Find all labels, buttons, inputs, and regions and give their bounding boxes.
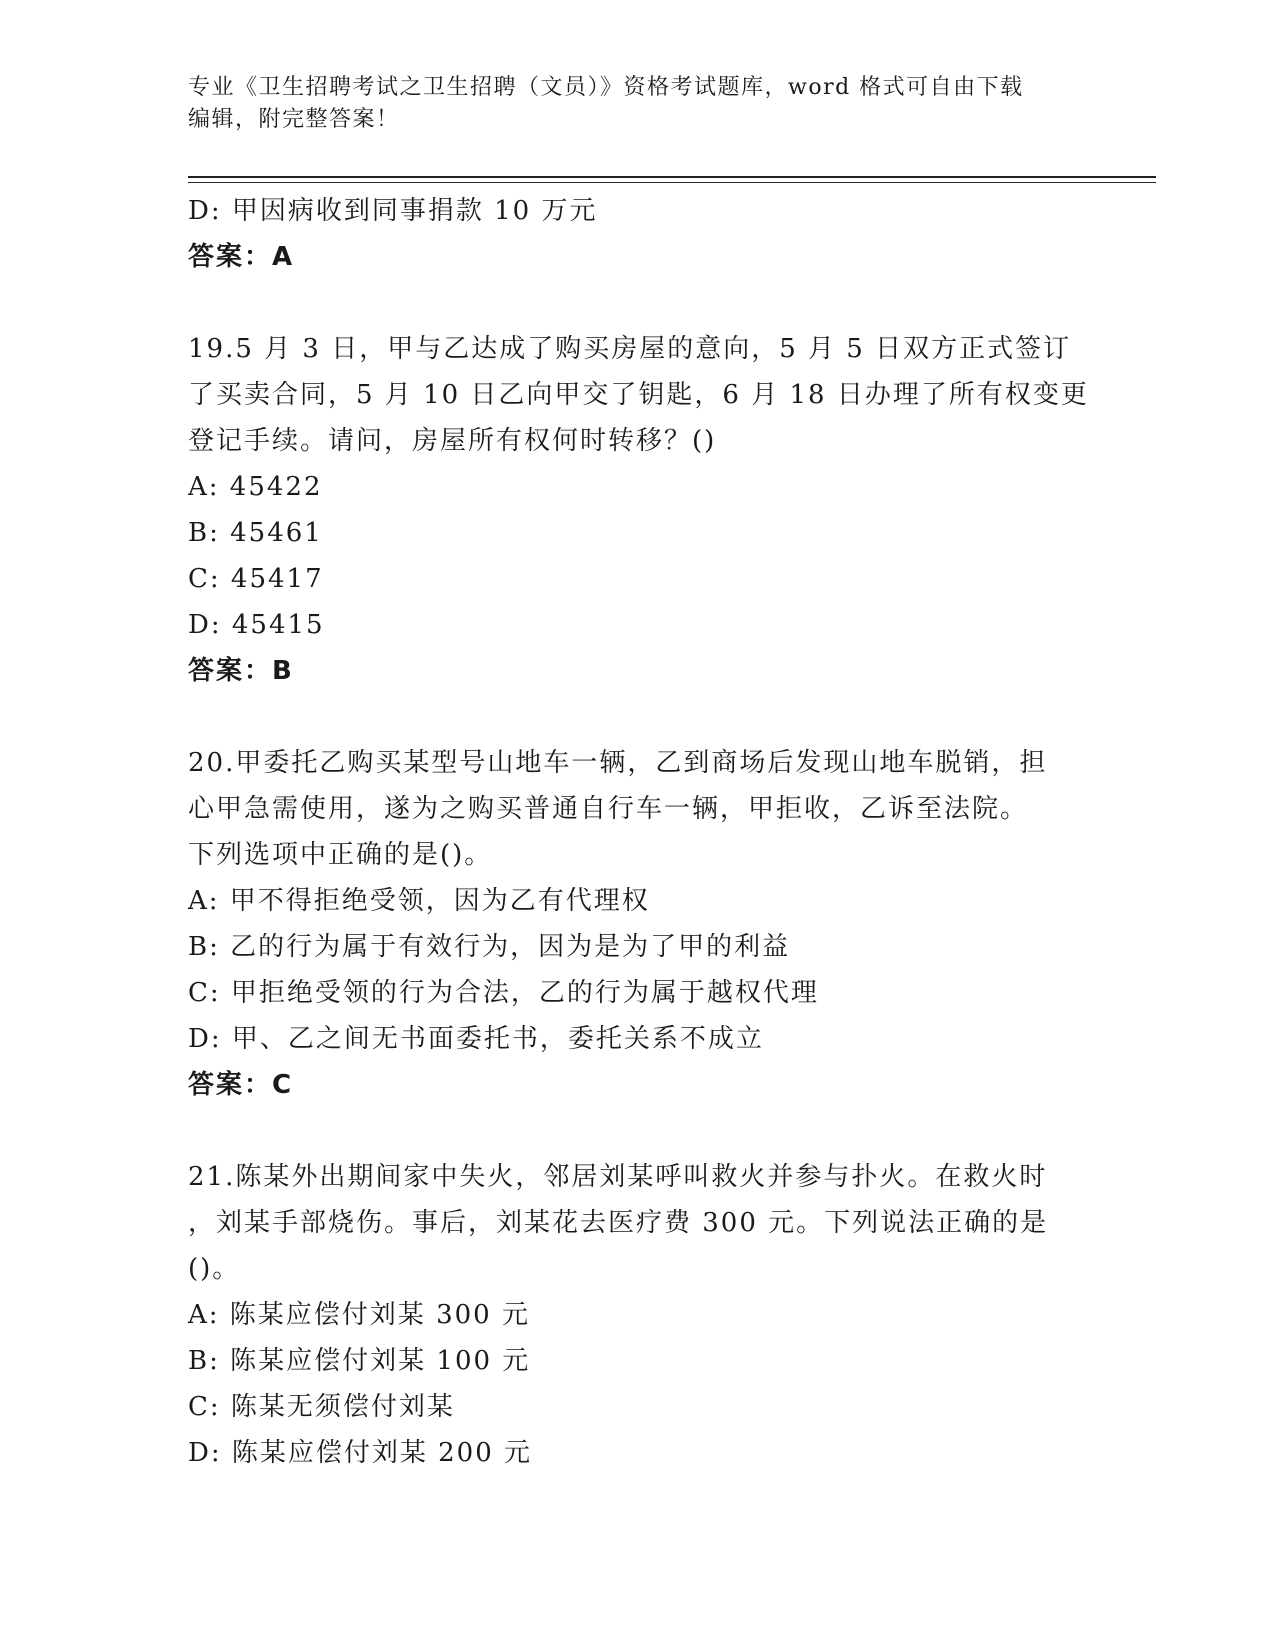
header-line-1: 专业《卫生招聘考试之卫生招聘（文员）》资格考试题库，word 格式可自由下载	[188, 75, 1024, 100]
header-line-2: 编辑，附完整答案！	[188, 107, 400, 132]
option-d: D: 甲、乙之间无书面委托书，委托关系不成立	[188, 1024, 764, 1054]
answer: 答案：A	[188, 242, 295, 272]
document-header	[188, 72, 1068, 136]
question-20	[188, 740, 1088, 1108]
option-d: D: 甲因病收到同事捐款 10 万元	[188, 196, 598, 226]
option-a: A: 陈某应偿付刘某 300 元	[188, 1300, 530, 1330]
spacer	[188, 694, 1088, 740]
option-d: D: 陈某应偿付刘某 200 元	[188, 1438, 533, 1468]
answer: 答案：B	[188, 656, 294, 686]
question-stem-line: 19.5 月 3 日，甲与乙达成了购买房屋的意向，5 月 5 日双方正式签订	[188, 334, 1072, 364]
header-rule-thick	[188, 176, 1156, 178]
question-stem-line: 登记手续。请问，房屋所有权何时转移？()	[188, 426, 717, 456]
question-list	[188, 188, 1088, 1476]
option-c: C: 45417	[188, 564, 324, 594]
option-d: D: 45415	[188, 610, 325, 640]
question-stem-line: 心甲急需使用，遂为之购买普通自行车一辆，甲拒收，乙诉至法院。	[188, 794, 1029, 824]
question-21	[188, 1154, 1088, 1476]
spacer	[188, 280, 1088, 326]
option-a: A: 甲不得拒绝受领，因为乙有代理权	[188, 886, 650, 916]
question-stem-line: 21.陈某外出期间家中失火，邻居刘某呼叫救火并参与扑火。在救火时	[188, 1162, 1048, 1192]
question-stem-line: 了买卖合同，5 月 10 日乙向甲交了钥匙，6 月 18 日办理了所有权变更	[188, 380, 1089, 410]
option-b: B: 乙的行为属于有效行为，因为是为了甲的利益	[188, 932, 791, 962]
question-stem-line: 下列选项中正确的是()。	[188, 840, 493, 870]
option-b: B: 陈某应偿付刘某 100 元	[188, 1346, 531, 1376]
question-18	[188, 188, 1088, 280]
question-stem-line: ，刘某手部烧伤。事后，刘某花去医疗费 300 元。下列说法正确的是	[188, 1208, 1049, 1238]
answer: 答案：C	[188, 1070, 294, 1100]
spacer	[188, 1108, 1088, 1154]
question-19	[188, 326, 1088, 694]
option-c: C: 甲拒绝受领的行为合法，乙的行为属于越权代理	[188, 978, 819, 1008]
header-rule-thin	[188, 182, 1156, 183]
option-b: B: 45461	[188, 518, 323, 548]
option-a: A: 45422	[188, 472, 323, 502]
question-stem-line: ()。	[188, 1254, 241, 1284]
question-stem-line: 20.甲委托乙购买某型号山地车一辆，乙到商场后发现山地车脱销，担	[188, 748, 1048, 778]
option-c: C: 陈某无须偿付刘某	[188, 1392, 455, 1422]
